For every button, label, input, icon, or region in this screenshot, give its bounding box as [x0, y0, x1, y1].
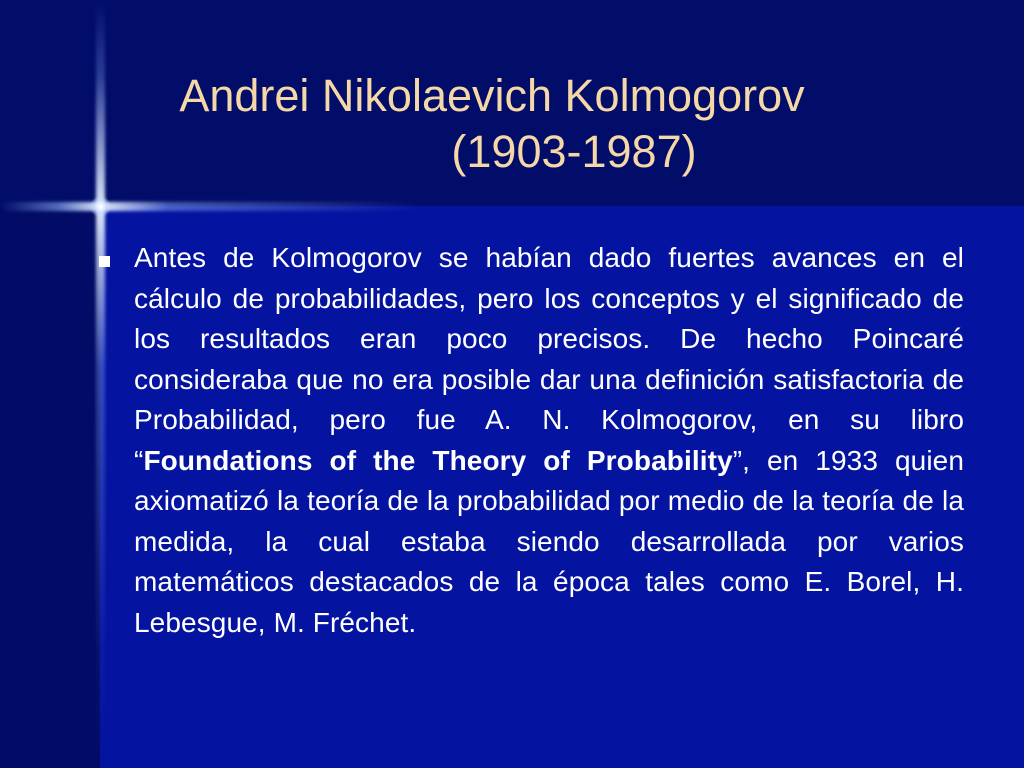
paragraph-text-2: ”, en 1933 quien axiomatizó la teoría de la probabilidad por medio de la teoría de la medida, la cual estaba siendo desarrollada por varios matemáticos destacados de la época tales como E. Borel, H. Lebesgue, M. Fréchet. [134, 444, 964, 638]
left-band [0, 206, 100, 768]
starburst-icon [90, 196, 111, 217]
body-paragraph [134, 238, 964, 643]
book-title: Foundations of the Theory of Probability [143, 444, 733, 476]
square-bullet-icon [99, 256, 110, 267]
title-dates: (1903-1987) [451, 126, 697, 177]
starburst-horizontal-ray [0, 202, 420, 211]
slide-title [100, 68, 880, 180]
title-name: Andrei Nikolaevich Kolmogorov [179, 70, 805, 121]
paragraph-text-1: Antes de Kolmogorov se habían dado fuertes avances en el cálculo de probabilidades, pero los conceptos y el significado de los resultados eran poco precisos. De hecho Poincaré consideraba que no era posible dar una definición satisfactoria de Probabilidad, pero fue A. N. Kolmogorov, en su libro “ [134, 242, 964, 476]
